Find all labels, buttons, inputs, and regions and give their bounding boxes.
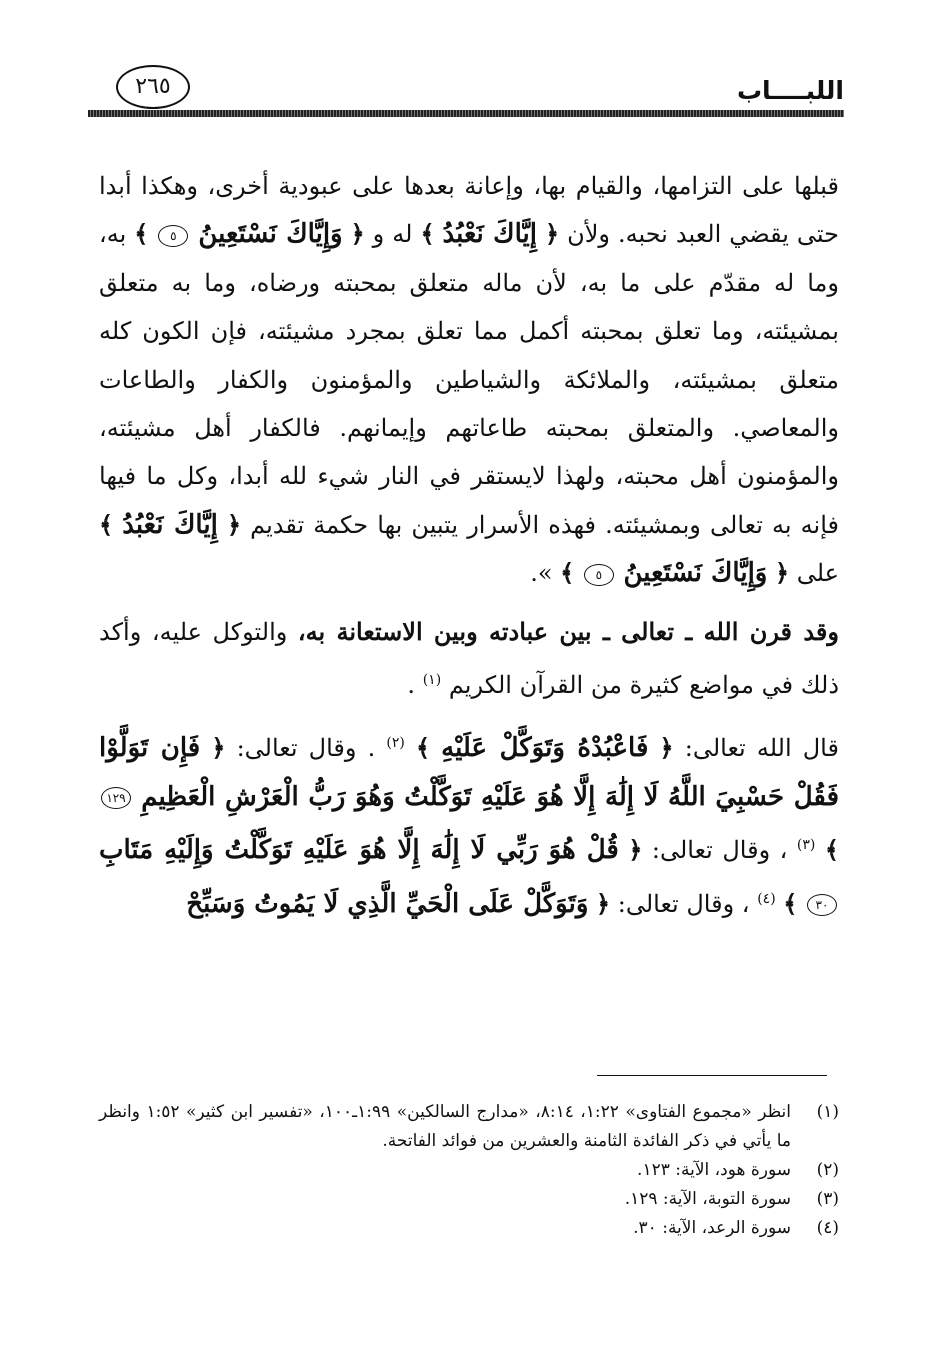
header-rule	[88, 110, 844, 117]
ornate-bracket-close: ﴾	[420, 219, 435, 249]
paragraph-1	[99, 162, 839, 598]
paragraph-3	[99, 719, 839, 928]
ornate-bracket-close: ﴾	[560, 558, 575, 588]
footnote-text: انظر «مجموع الفتاوى» ١:٢٢، ٨:١٤، «مدارج السالكين» ١:٩٩ـ١٠٠، «تفسير ابن كثير» ١:٥٢ وانظر ما يأتي في ذكر الفائدة الثامنة والعشرين من فوائد الفاتحة.	[99, 1102, 791, 1151]
text-run: له و	[372, 220, 413, 249]
text-run: قبلها على التزامها، والقيام بها، وإعانة بعدها على عبودية أخرى، وهكذا أبدا حتى يقضي العبد نحبه. ولأن	[99, 172, 840, 249]
quran-verse: وَتَوَكَّلْ عَلَى الْحَيِّ الَّذِي لَا يَمُوتُ وَسَبِّحْ	[186, 888, 589, 919]
footnote-ref: (١)	[422, 672, 442, 689]
footnote-number: (٢)	[816, 1160, 839, 1180]
main-text	[99, 162, 839, 928]
footnote-separator	[597, 1075, 827, 1076]
footnote-item	[99, 1156, 839, 1185]
text-run: ، وقال تعالى:	[617, 889, 750, 918]
paragraph-2	[99, 608, 839, 710]
ornate-bracket-open: ﴿	[775, 558, 790, 588]
period: .	[407, 671, 416, 700]
footnote-text: سورة التوبة، الآية: ١٢٩.	[624, 1189, 791, 1209]
footnote-item	[99, 1185, 839, 1214]
text-run: ، وقال تعالى:	[651, 836, 788, 865]
footnotes	[99, 1098, 839, 1243]
ornate-bracket-open: ﴿	[350, 219, 365, 249]
paragraph-gap	[99, 598, 839, 608]
footnote-number: (٣)	[816, 1189, 839, 1209]
quran-verse: فَإِن تَوَلَّوْا فَقُلْ حَسْبِيَ اللَّهُ لَا إِلَٰهَ إِلَّا هُوَ عَلَيْهِ تَوَكَّلْتُ وَهُوَ رَبُّ الْعَرْشِ الْعَظِيمِ	[99, 733, 839, 812]
ayah-number-mark: ٥	[584, 564, 614, 586]
ornate-bracket-close: ﴾	[99, 509, 114, 539]
ornate-bracket-close: ﴾	[134, 219, 149, 249]
paragraph-gap	[99, 709, 839, 719]
ayah-number-mark: ١٢٩	[101, 787, 131, 809]
footnote-number: (٤)	[816, 1218, 839, 1238]
footnote-text: سورة هود، الآية: ١٢٣.	[637, 1160, 791, 1180]
ornate-bracket-open: ﴿	[659, 733, 674, 763]
page-number: ٢٦٥	[116, 65, 190, 109]
quran-verse: قُلْ هُوَ رَبِّي لَا إِلَٰهَ إِلَّا هُوَ عَلَيْهِ تَوَكَّلْتُ وَإِلَيْهِ مَتَابِ	[99, 835, 619, 866]
quran-verse: إِيَّاكَ نَعْبُدُ	[442, 219, 537, 250]
quran-verse: وَإِيَّاكَ نَسْتَعِينُ	[198, 219, 343, 250]
ornate-bracket-open: ﴿	[628, 835, 643, 865]
ornate-bracket-open: ﴿	[226, 509, 241, 539]
ornate-bracket-open: ﴿	[545, 219, 560, 249]
ornate-bracket-close: ﴾	[824, 835, 839, 865]
footnote-number: (١)	[816, 1102, 839, 1122]
footnote-item	[99, 1214, 839, 1243]
footnote-ref: (٢)	[386, 735, 405, 752]
ornate-bracket-open: ﴿	[211, 733, 226, 763]
ornate-bracket-close: ﴾	[415, 733, 431, 763]
ornate-bracket-close: ﴾	[783, 888, 798, 918]
page-header	[88, 58, 844, 116]
quran-verse: وَإِيَّاكَ نَسْتَعِينُ	[623, 558, 768, 589]
text-run: ».	[530, 559, 553, 588]
footnote-item	[99, 1098, 839, 1156]
text-run: على	[796, 559, 839, 588]
footnote-ref: (٣)	[796, 837, 816, 854]
text-run: به، وما له مقدّم على ما به، لأن ماله متعلق بمحبته ورضاه، وما به متعلق بمشيئته، وما تعلق بمحبته أكمل مما تعلق بمجرد مشيئته، فإن الكون كله متعلق بمشيئته، والملائكة والشياطين والمؤمنون والكفار والطاعات والمعاصي. والمتعلق بمحبته طاعاتهم وإيمانهم. فالكفار أهل مشيئته، والمؤمنون أهل محبته، ولهذا لايستقر في النار شيء لله أبدا، وكل ما فيها فإنه به تعالى وبمشيئته. فهذه الأسرار يتبين بها حكمة تقديم	[99, 220, 839, 539]
text-run: والتوكل عليه، وأكد ذلك في مواضع كثيرة من القرآن الكريم	[99, 617, 839, 700]
text-run: قال الله تعالى:	[684, 734, 839, 763]
quran-verse: فَاعْبُدْهُ وَتَوَكَّلْ عَلَيْهِ	[441, 733, 649, 764]
ayah-number-mark: ٥	[158, 225, 188, 247]
text-run: . وقال تعالى:	[236, 734, 376, 763]
text-run-bold: وقد قرن الله ـ تعالى ـ بين عبادته وبين الاستعانة به،	[297, 616, 839, 646]
ayah-number-mark: ٣٠	[807, 894, 837, 916]
running-title: اللبــــاب	[736, 76, 844, 105]
footnote-ref: (٤)	[757, 890, 776, 907]
footnote-text: سورة الرعد، الآية: ٣٠.	[633, 1218, 791, 1238]
ornate-bracket-open: ﴿	[596, 888, 611, 918]
quran-verse: إِيَّاكَ نَعْبُدُ	[122, 509, 218, 540]
